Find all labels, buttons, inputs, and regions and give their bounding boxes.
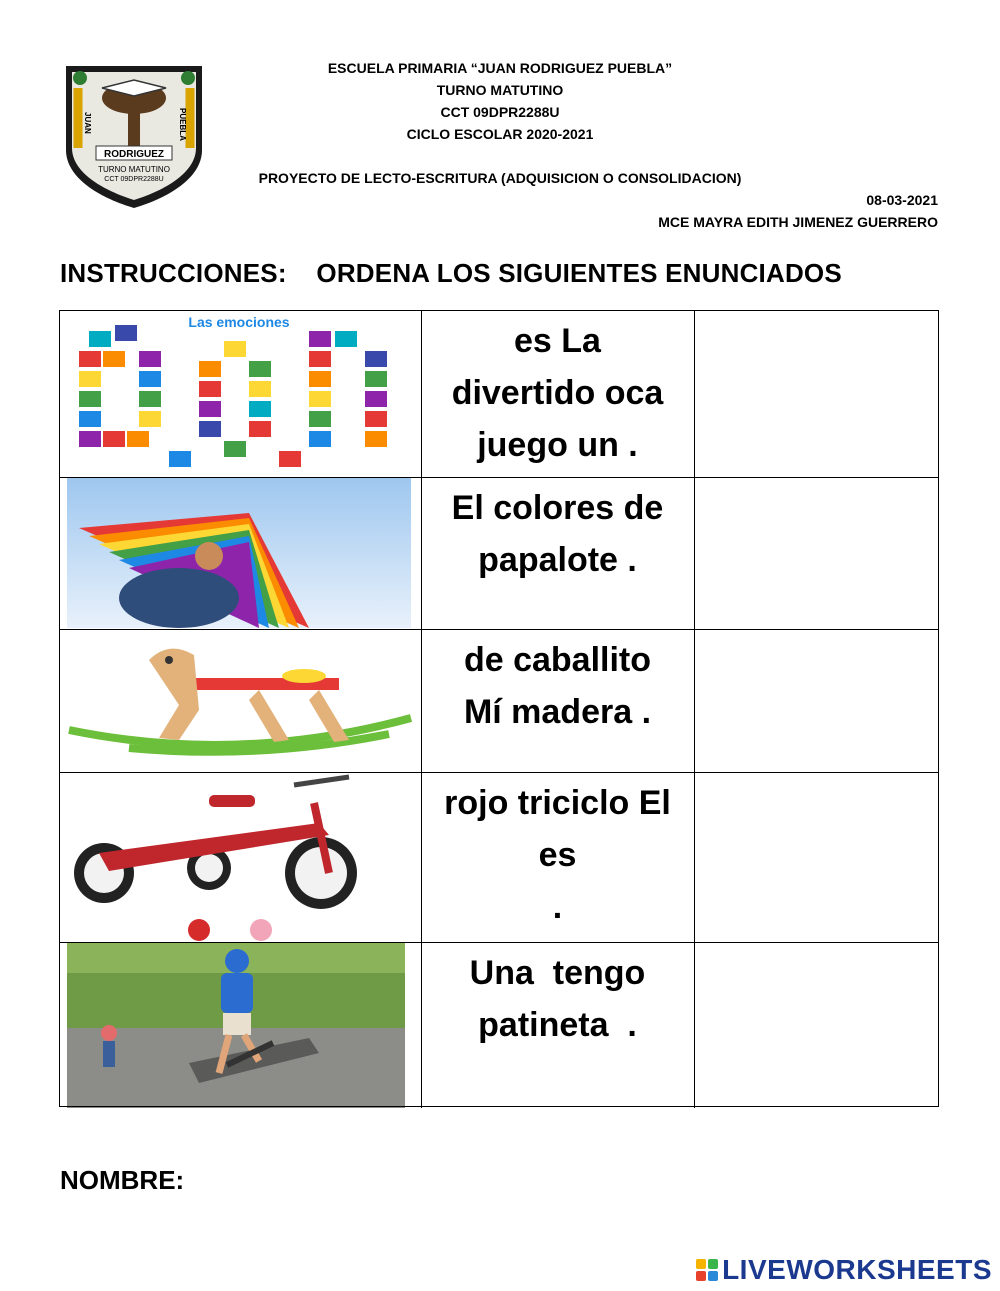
scrambled-sentence-2 [421, 478, 693, 630]
sentence-1-line-1: es La [514, 322, 601, 360]
instructions-text: ORDENA LOS SIGUIENTES ENUNCIADOS [316, 258, 842, 288]
table-row [59, 310, 939, 478]
school-cct: CCT 09DPR2288U [440, 104, 560, 120]
las-emociones-image [59, 311, 421, 478]
tricycle-image [59, 773, 421, 943]
name-label: NOMBRE: [60, 1165, 185, 1195]
exercise-table [59, 310, 939, 1107]
instructions [60, 258, 842, 289]
sentence-3-line-2: Mí madera . [463, 693, 652, 731]
table-row [59, 942, 939, 1108]
red-circle [188, 919, 210, 941]
sentence-5-line-1: Una tengo [469, 954, 646, 992]
logo-shift-text: TURNO MATUTINO [98, 165, 170, 174]
logo-banner-text: RODRIGUEZ [104, 149, 164, 160]
sentence-3-line-1: de caballito [463, 641, 652, 679]
liveworksheets-brand[interactable] [696, 1254, 992, 1286]
liveworksheets-icon [696, 1259, 718, 1281]
sentence-2-line-1: El colores de [451, 489, 664, 527]
table-row [59, 477, 939, 630]
scrambled-sentence-5 [421, 943, 693, 1108]
logo-puebla-text: PUEBLA [178, 108, 187, 141]
logo-juan-text: JUAN [83, 112, 92, 134]
pink-circle [250, 919, 272, 941]
answer-box-1[interactable] [694, 311, 939, 478]
sentence-4-line-2: es [538, 836, 577, 874]
answer-box-5[interactable] [694, 943, 939, 1108]
brand-text: LIVEWORKSHEETS [722, 1254, 992, 1285]
school-cycle: CICLO ESCOLAR 2020-2021 [406, 126, 594, 142]
answer-box-3[interactable] [694, 630, 939, 773]
answer-box-2[interactable] [694, 478, 939, 630]
school-name: ESCUELA PRIMARIA “JUAN RODRIGUEZ PUEBLA” [327, 60, 673, 76]
table-row [59, 629, 939, 773]
kite-image [59, 478, 421, 630]
logo-cct-text: CCT 09DPR2288U [104, 176, 164, 183]
instructions-label: INSTRUCCIONES: [60, 258, 287, 288]
sentence-5-line-2: patineta . [478, 1006, 637, 1044]
date-text: 08-03-2021 [866, 192, 938, 208]
sentence-4-line-1: rojo triciclo El [444, 784, 671, 822]
scrambled-sentence-1 [421, 311, 693, 478]
table-row [59, 772, 939, 943]
sentence-1-line-2: divertido oca [451, 374, 664, 412]
scrambled-sentence-3 [421, 630, 693, 773]
rocking-horse-image [59, 630, 421, 773]
skateboard-image [59, 943, 421, 1108]
school-shift: TURNO MATUTINO [436, 82, 564, 98]
scrambled-sentence-4 [421, 773, 693, 943]
answer-box-4[interactable] [694, 773, 939, 943]
school-logo [58, 58, 210, 210]
project-title: PROYECTO DE LECTO-ESCRITURA (ADQUISICION O CONSOLIDACION) [258, 170, 742, 186]
sentence-4-line-3: . [552, 888, 563, 926]
sentence-2-line-2: papalote . [478, 541, 637, 579]
las-emociones-title: Las emociones [188, 314, 290, 330]
sentence-1-line-3: juego un . [477, 426, 638, 464]
teacher-name: MCE MAYRA EDITH JIMENEZ GUERRERO [658, 214, 938, 230]
